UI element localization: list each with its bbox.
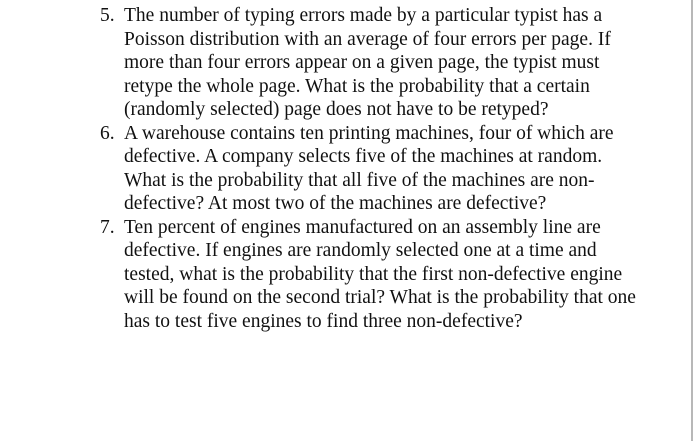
problem-text: A warehouse contains ten printing machines, four of which are defective. A company selects five of the machines at random. What is the probability that all five of the machines are non-defective? At most two of the machines are defective?	[124, 122, 614, 214]
page-edge-divider	[691, 0, 693, 441]
problem-text: Ten percent of engines manufactured on an assembly line are defective. If engines are randomly selected one at a time and tested, what is the probability that the first non-defective engine will be found on the second trial? What is the probability that one has to test five engines to find three non-defective?	[124, 216, 636, 332]
problem-number: 7.	[100, 216, 115, 238]
problem-7	[100, 216, 640, 334]
problem-list	[100, 4, 640, 333]
problem-text: The number of typing errors made by a particular typist has a Poisson distribution with an average of four errors per page. If more than four errors appear on a given page, the typist must retype the whole page. What is the probability that a certain (randomly selected) page does not have to be retyped?	[124, 5, 611, 120]
problem-6	[100, 122, 640, 216]
problem-number: 6.	[100, 122, 115, 144]
problem-number: 5.	[100, 5, 115, 26]
problem-5	[100, 4, 640, 122]
